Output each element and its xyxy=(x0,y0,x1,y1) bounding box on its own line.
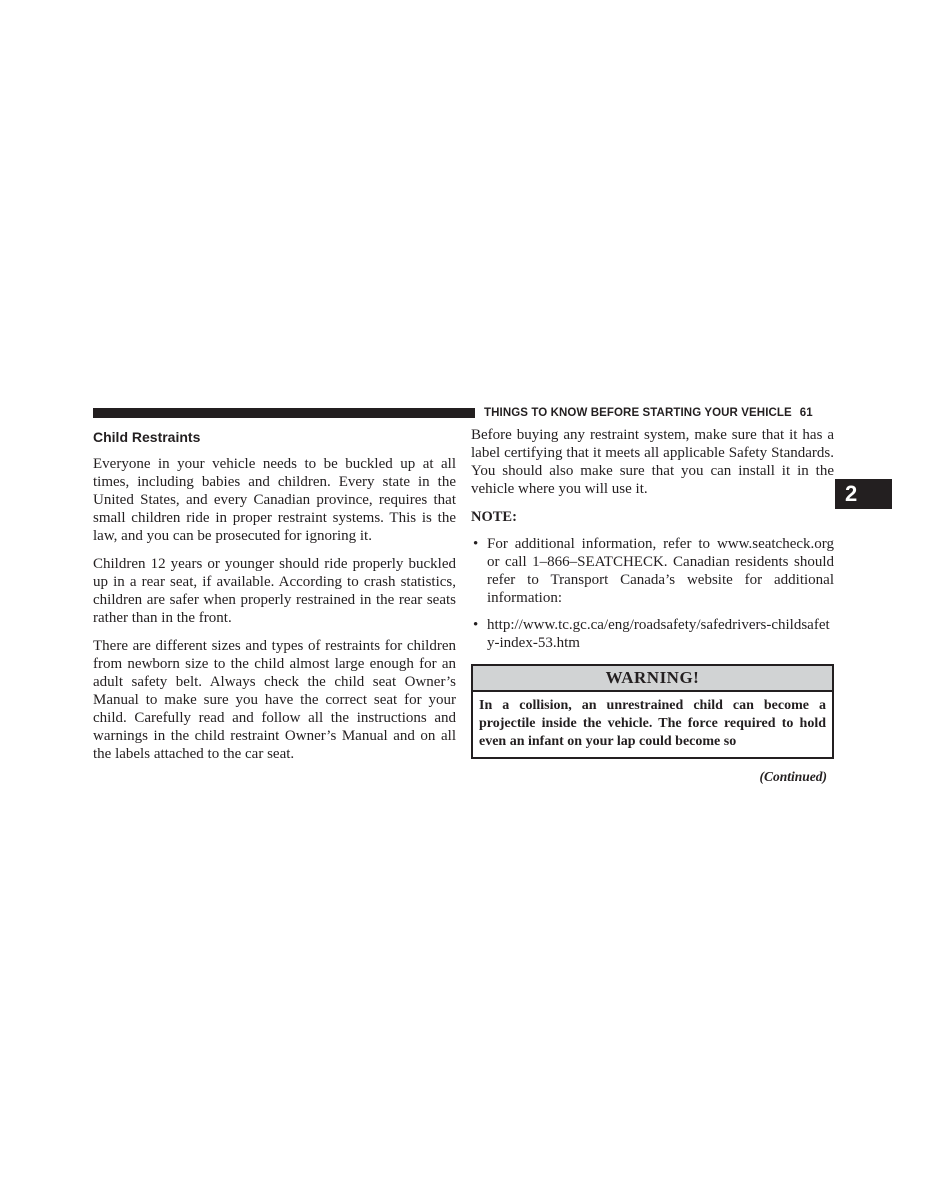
note-list xyxy=(471,535,834,652)
note-label: NOTE: xyxy=(471,509,517,525)
bullet-glyph: • xyxy=(473,617,479,633)
warning-text: In a collision, an unrestrained child can become a projectile inside the vehicle. The force required to hold even an infant on your lap could become so xyxy=(479,698,826,749)
list-item xyxy=(471,616,834,652)
bullet-glyph: • xyxy=(473,536,479,552)
paragraph: Everyone in your vehicle needs to be buckled up at all times, including babies and children. Every state in the United States, and every Canadian province, requires that small children ride in proper restraint systems. This is the law, and you can be prosecuted for ignoring it. xyxy=(93,456,456,544)
section-title: Child Restraints xyxy=(93,429,201,445)
page-number: 61 xyxy=(799,407,813,419)
list-item xyxy=(471,535,834,607)
list-item-text: For additional information, refer to www.seatcheck.org or call 1–866–SEATCHECK. Canadian residents should refer to Transport Canada’s website for additional information: xyxy=(487,536,834,606)
url-link[interactable]: http://www.tc.gc.ca/eng/roadsafety/safedrivers-childsafety-index-53.htm xyxy=(487,617,830,651)
continued-label: (Continued) xyxy=(759,769,827,784)
header-title: THINGS TO KNOW BEFORE STARTING YOUR VEHICLE xyxy=(484,407,792,419)
warning-box xyxy=(471,664,834,759)
chapter-tab: 2 xyxy=(835,479,892,509)
running-header xyxy=(484,405,834,421)
right-column xyxy=(471,426,834,786)
paragraph: There are different sizes and types of restraints for children from newborn size to the child almost large enough for an adult safety belt. Always check the child seat Owner’s Manual to make sure you have the correct seat for your child. Carefully read and follow all the instructions and warnings in the child restraint Owner’s Manual and on all the labels attached to the car seat. xyxy=(93,638,456,762)
warning-title: WARNING! xyxy=(473,666,832,692)
intro-paragraph: Before buying any restraint system, make sure that it has a label certifying that it meets all applicable Safety Standards. You should also make sure that you can install it in the vehicle where you will use it. xyxy=(471,427,834,497)
header-rule xyxy=(93,408,475,418)
paragraph: Children 12 years or younger should ride properly buckled up in a rear seat, if available. According to crash statistics, children are safer when properly restrained in the rear seats rather than in the front. xyxy=(93,556,456,626)
left-column xyxy=(93,426,456,773)
